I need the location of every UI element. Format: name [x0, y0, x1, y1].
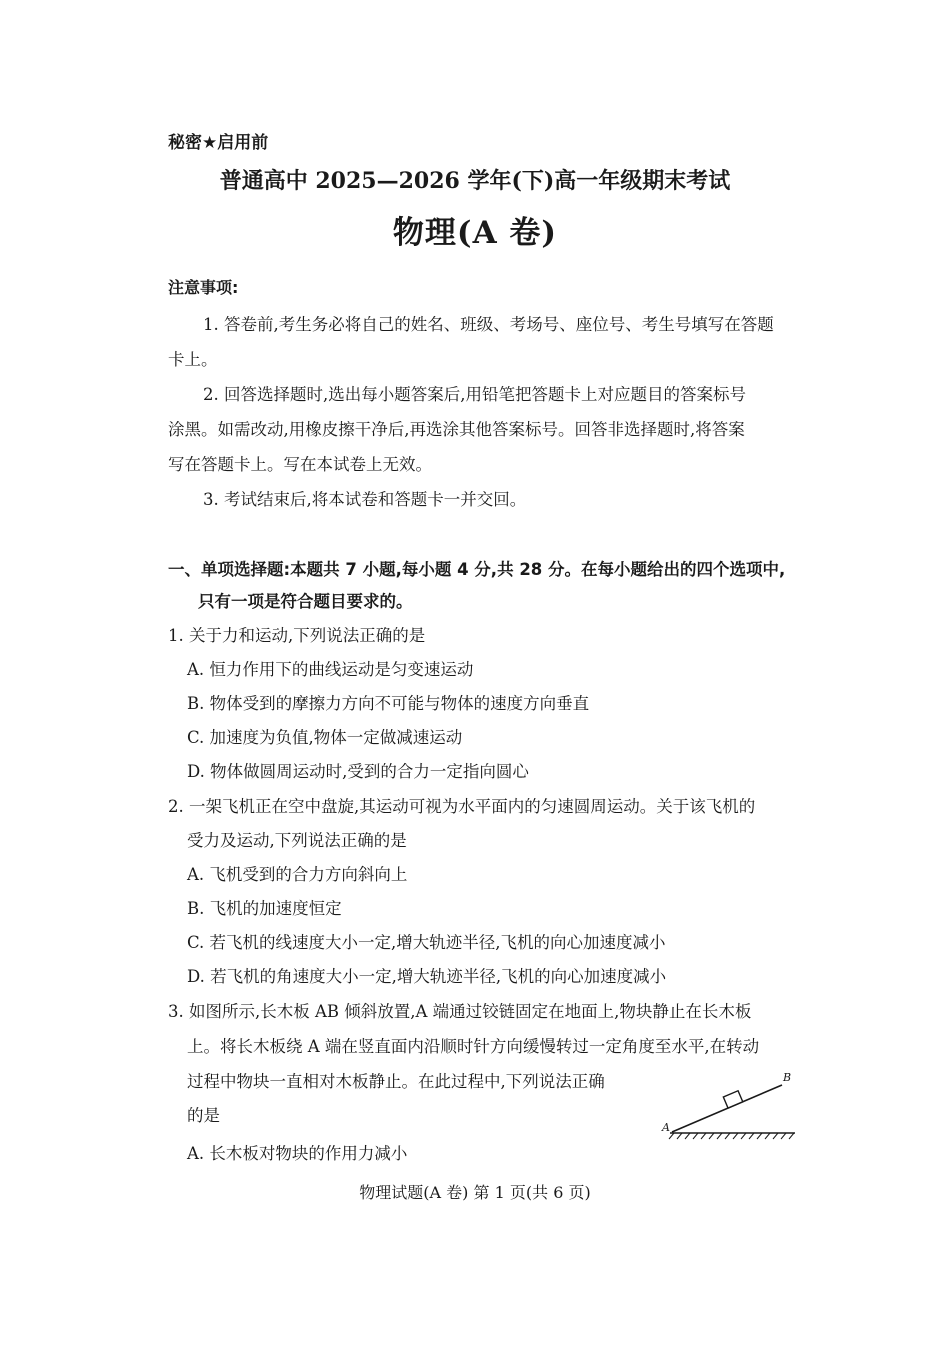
ground-hatching — [669, 1133, 794, 1139]
question-3-option-a: A. 长木板对物块的作用力减小 — [187, 1144, 408, 1163]
question-2-option-d: D. 若飞机的角速度大小一定,增大轨迹半径,飞机的向心加速度减小 — [187, 967, 667, 986]
question-1-option-a: A. 恒力作用下的曲线运动是匀变速运动 — [187, 660, 474, 679]
page-footer: 物理试题(A 卷) 第 1 页(共 6 页) — [359, 1183, 591, 1202]
notice-item-3-line-1: 3. 考试结束后,将本试卷和答题卡一并交回。 — [203, 490, 527, 509]
notice-item-2-line-3: 写在答题卡上。写在本试卷上无效。 — [168, 455, 432, 474]
notice-item-2-line-1: 2. 回答选择题时,选出每小题答案后,用铅笔把答题卡上对应题目的答案标号 — [203, 385, 746, 404]
label-a: A — [662, 1121, 670, 1134]
label-b: B — [783, 1071, 792, 1084]
question-2-stem-line-2: 受力及运动,下列说法正确的是 — [187, 831, 407, 850]
notice-item-1-line-1: 1. 答卷前,考生务必将自己的姓名、班级、考场号、座位号、考生号填写在答题 — [203, 315, 774, 334]
notice-item-2-line-2: 涂黑。如需改动,用橡皮擦干净后,再选涂其他答案标号。回答非选择题时,将答案 — [168, 420, 745, 439]
section-heading-line-2: 只有一项是符合题目要求的。 — [198, 592, 413, 611]
question-1-option-b: B. 物体受到的摩擦力方向不可能与物体的速度方向垂直 — [187, 694, 590, 713]
question-3-stem-line-3: 过程中物块一直相对木板静止。在此过程中,下列说法正确 — [187, 1072, 605, 1091]
exam-title: 普通高中 2025—2026 学年(下)高一年级期末考试 — [219, 168, 731, 194]
subject-title: 物理(A 卷) — [392, 215, 558, 251]
question-2-option-c: C. 若飞机的线速度大小一定,增大轨迹半径,飞机的向心加速度减小 — [187, 933, 666, 952]
question-1-option-c: C. 加速度为负值,物体一定做减速运动 — [187, 728, 463, 747]
section-heading-line-1: 一、单项选择题:本题共 7 小题,每小题 4 分,共 28 分。在每小题给出的四个选项中, — [168, 560, 786, 579]
board-ab — [672, 1085, 782, 1132]
question-1-option-d: D. 物体做圆周运动时,受到的合力一定指向圆心 — [187, 762, 529, 781]
question-3-stem-line-4: 的是 — [187, 1106, 220, 1125]
question-2-option-b: B. 飞机的加速度恒定 — [187, 899, 342, 918]
block — [723, 1091, 742, 1108]
notice-heading: 注意事项: — [168, 278, 239, 297]
question-2-stem-line-1: 2. 一架飞机正在空中盘旋,其运动可视为水平面内的匀速圆周运动。关于该飞机的 — [168, 797, 756, 816]
question-3-stem-line-2: 上。将长木板绕 A 端在竖直面内沿顺时针方向缓慢转过一定角度至水平,在转动 — [187, 1037, 760, 1056]
notice-item-1-line-2: 卡上。 — [168, 350, 218, 369]
question-2-option-a: A. 飞机受到的合力方向斜向上 — [187, 865, 408, 884]
confidential-mark: 秘密★启用前 — [168, 133, 269, 153]
inclined-board-figure — [650, 1063, 800, 1143]
question-3-stem-line-1: 3. 如图所示,长木板 AB 倾斜放置,A 端通过铰链固定在地面上,物块静止在长木板 — [168, 1002, 752, 1021]
question-1-stem: 1. 关于力和运动,下列说法正确的是 — [168, 626, 426, 645]
